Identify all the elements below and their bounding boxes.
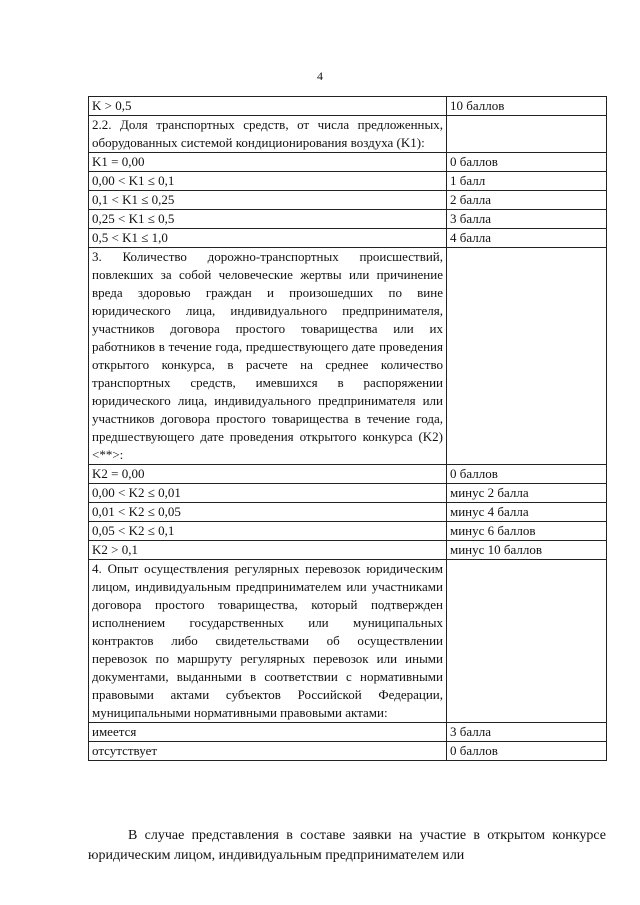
criterion-cell: 4. Опыт осуществления регулярных перевозок юридическим лицом, индивидуальным предпринимателем или участниками договора простого товарищества, который подтвержден исполнением государственных или муниципальных контрактов либо свидетельствами об осуществлении перевозок по маршруту регулярных перевозок или иными документами, выданными в соответствии с нормативными правовыми актами субъектов Российской Федерации, муниципальными нормативными правовыми актами:	[89, 560, 447, 723]
criterion-cell: 0,1 < K1 ≤ 0,25	[89, 191, 447, 210]
table-row	[89, 116, 607, 153]
criterion-cell: отсутствует	[89, 742, 447, 761]
score-cell: 10 баллов	[447, 97, 607, 116]
score-cell: минус 4 балла	[447, 503, 607, 522]
score-cell: минус 6 баллов	[447, 522, 607, 541]
criterion-cell: K1 = 0,00	[89, 153, 447, 172]
criterion-cell: 0,00 < K1 ≤ 0,1	[89, 172, 447, 191]
score-cell	[447, 248, 607, 465]
criterion-cell: 0,05 < K2 ≤ 0,1	[89, 522, 447, 541]
score-cell	[447, 116, 607, 153]
table-row	[89, 541, 607, 560]
criterion-cell: 3. Количество дорожно-транспортных происшествий, повлекших за собой человеческие жертвы или причинение вреда здоровью граждан и произошедших по вине юридического лица, индивидуального предпринимателя, участников договора простого товарищества или их работников в течение года, предшествующего дате проведения открытого конкурса, в расчете на среднее количество транспортных средств, имевшихся в распоряжении юридического лица, индивидуального предпринимателя или участников договора простого товарищества в течение года, предшествующего дате проведения открытого конкурса (K2) <**>:	[89, 248, 447, 465]
criterion-cell: имеется	[89, 723, 447, 742]
table-row	[89, 248, 607, 465]
score-cell: 4 балла	[447, 229, 607, 248]
table-row	[89, 742, 607, 761]
table-row	[89, 723, 607, 742]
score-cell: 0 баллов	[447, 742, 607, 761]
score-cell: 3 балла	[447, 723, 607, 742]
table-row	[89, 560, 607, 723]
criterion-cell: K > 0,5	[89, 97, 447, 116]
criterion-cell: 0,5 < K1 ≤ 1,0	[89, 229, 447, 248]
page-number: 4	[317, 69, 323, 83]
criterion-cell: K2 = 0,00	[89, 465, 447, 484]
score-cell: минус 10 баллов	[447, 541, 607, 560]
score-cell: 1 балл	[447, 172, 607, 191]
table-row	[89, 503, 607, 522]
body-paragraph: В случае представления в составе заявки на участие в открытом конкурсе юридическим лицом, индивидуальным предпринимателем или	[88, 828, 606, 863]
score-cell: минус 2 балла	[447, 484, 607, 503]
criteria-table	[88, 96, 607, 761]
score-cell	[447, 560, 607, 723]
table-row	[89, 172, 607, 191]
table-row	[89, 522, 607, 541]
score-cell: 3 балла	[447, 210, 607, 229]
table-row	[89, 191, 607, 210]
criterion-cell: 0,00 < K2 ≤ 0,01	[89, 484, 447, 503]
table-row	[89, 153, 607, 172]
score-cell: 0 баллов	[447, 153, 607, 172]
criterion-cell: 2.2. Доля транспортных средств, от числа предложенных, оборудованных системой кондиционирования воздуха (K1):	[89, 116, 447, 153]
criterion-cell: 0,01 < K2 ≤ 0,05	[89, 503, 447, 522]
table-row	[89, 484, 607, 503]
table-row	[89, 97, 607, 116]
table-row	[89, 465, 607, 484]
criterion-cell: K2 > 0,1	[89, 541, 447, 560]
table-row	[89, 210, 607, 229]
score-cell: 2 балла	[447, 191, 607, 210]
score-cell: 0 баллов	[447, 465, 607, 484]
table-row	[89, 229, 607, 248]
criterion-cell: 0,25 < K1 ≤ 0,5	[89, 210, 447, 229]
